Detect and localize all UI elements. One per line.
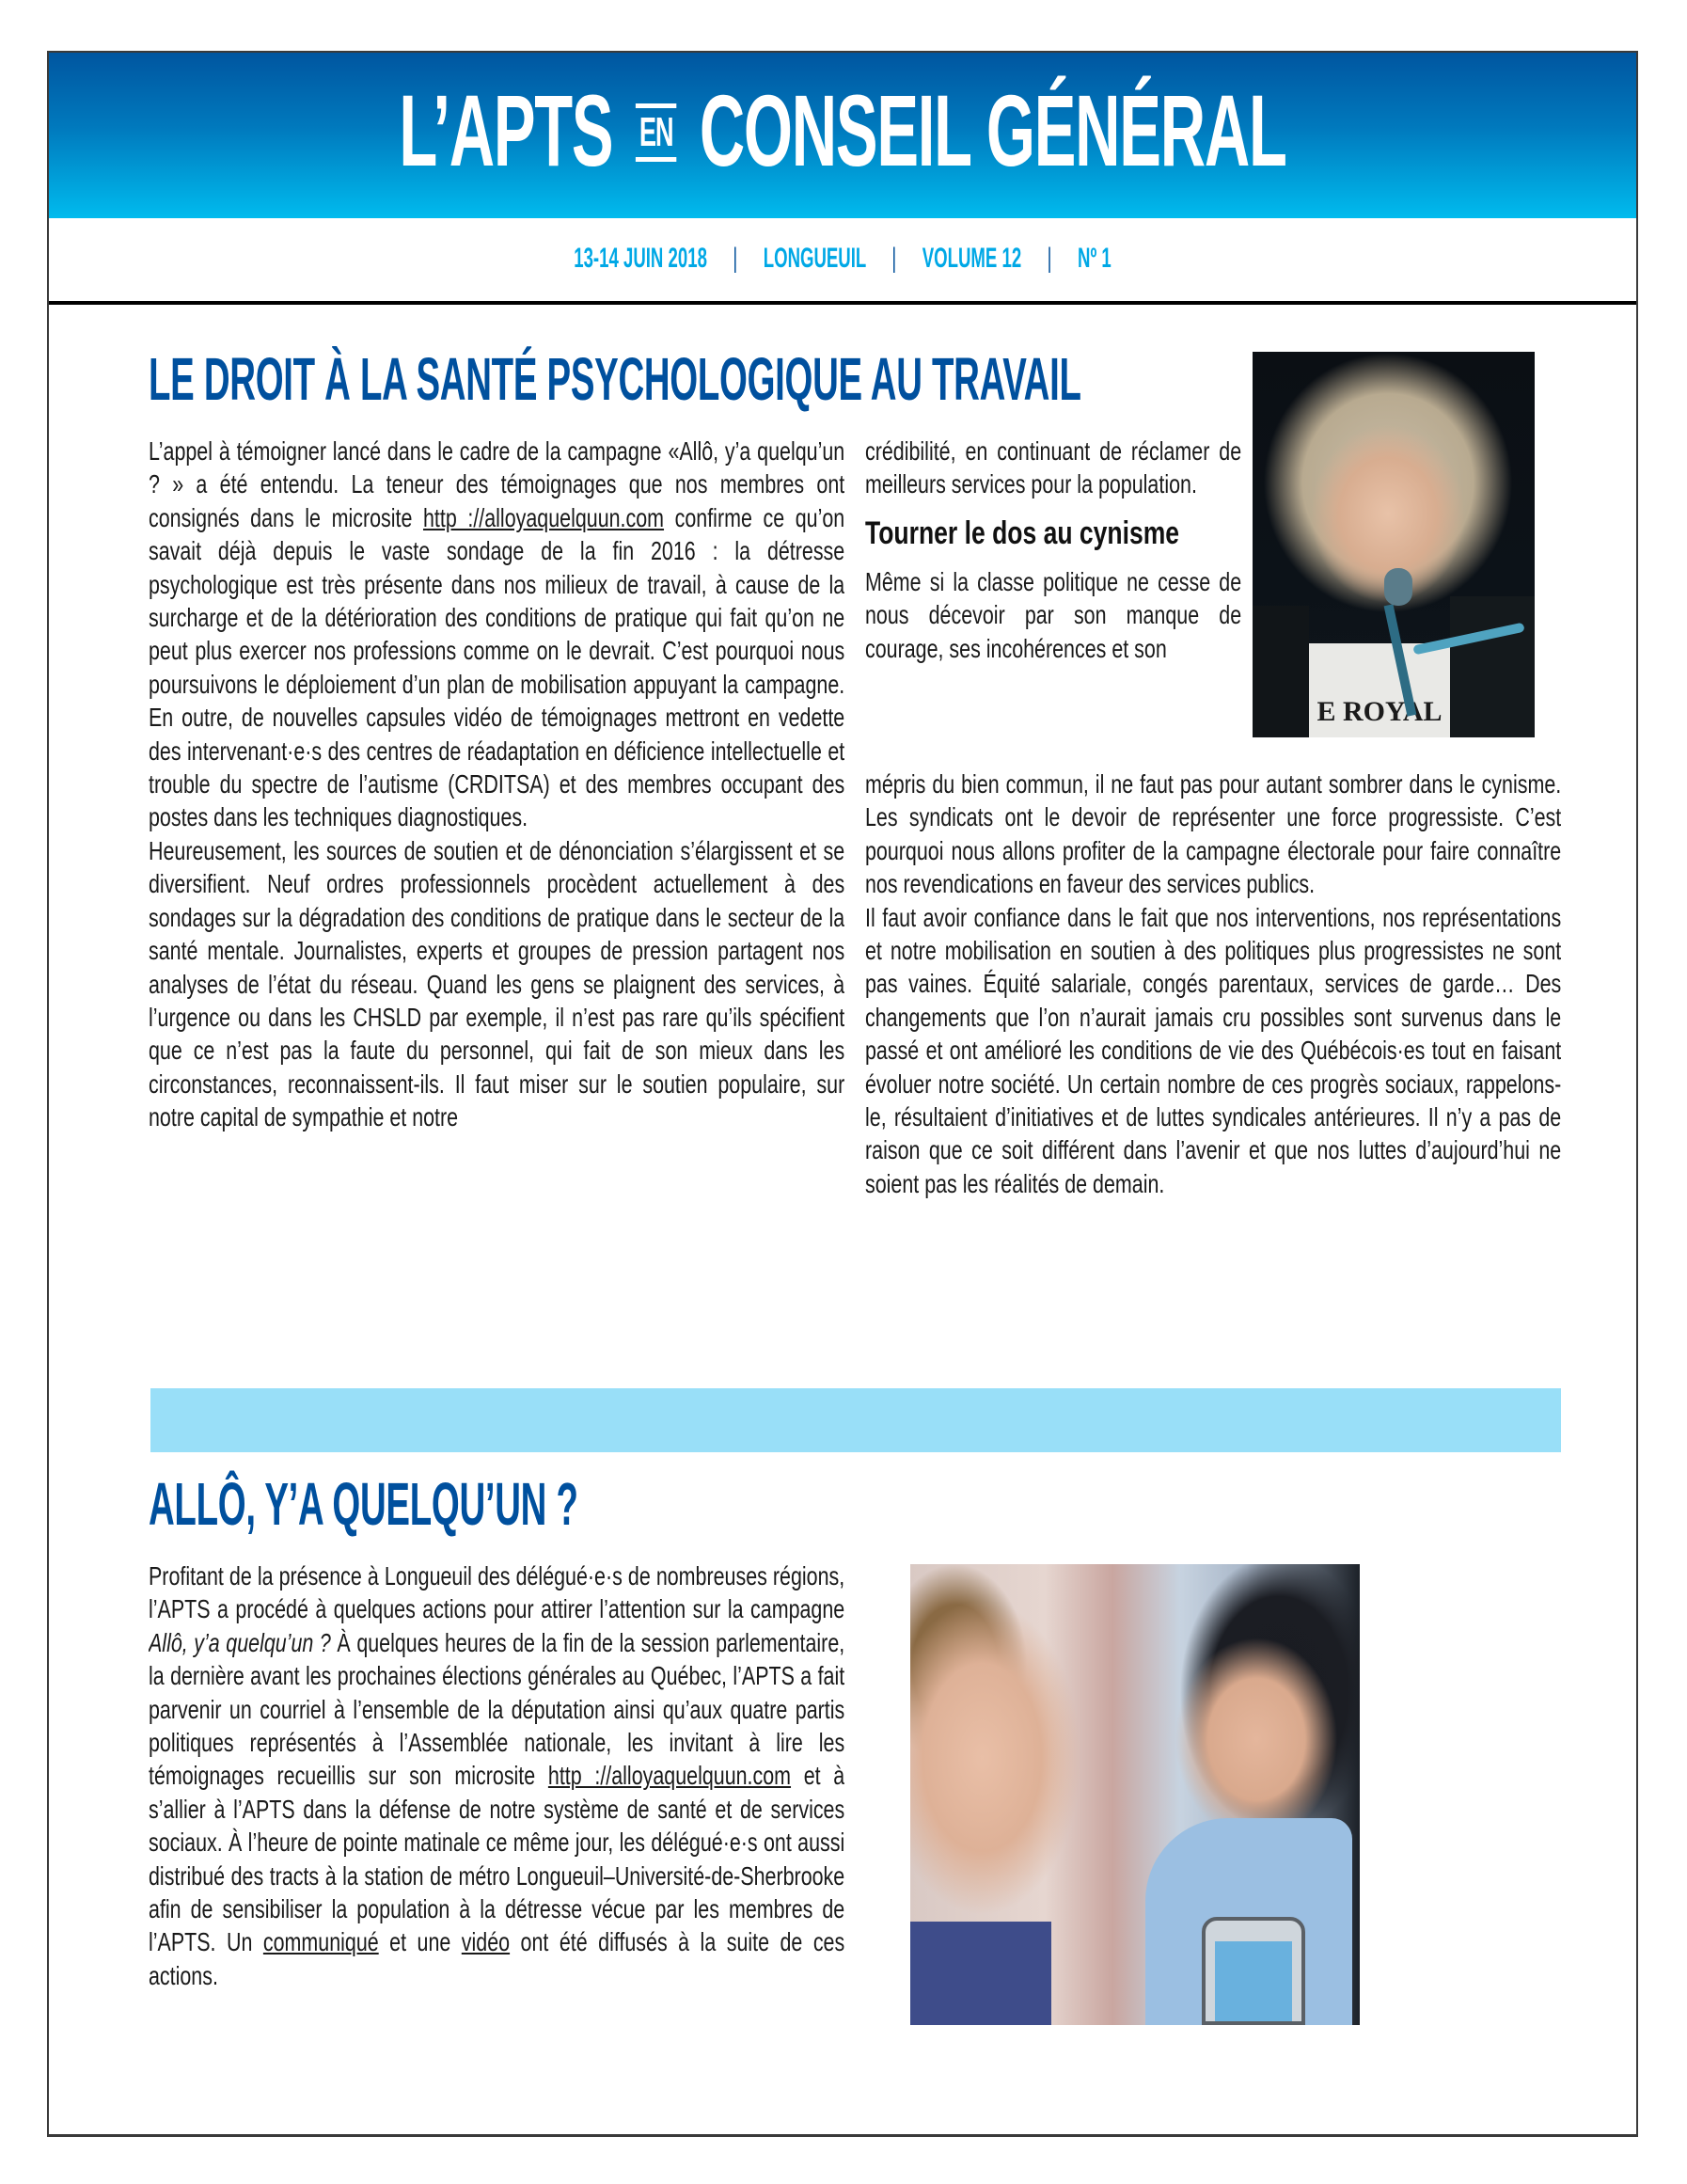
article2-paragraph: Profitant de la présence à Longueuil des délégué·e·s de nombreuses régions, l’APTS a procédé à quelques actions pour attirer l’attention sur la campagne Allô, y’a quelqu’un ? À quelques heures de la fin de la session parlementaire, la dernière avant les prochaines élections générales au Québec, l’APTS a fait parvenir un courriel à l’ensemble de la députation ainsi qu’aux quatre partis politiques représentés à l’Assemblée nationale, les invitant à lire les témoignages recueillis sur son microsite http ://alloyaquelquun.com et à s’allier à l’APTS dans la défense de notre système de santé et de services sociaux. À l’heure de pointe matinale ce même jour, les délégué·e·s ont aussi distribué des tracts à la station de métro Longueuil–Université-de-Sherbrooke afin de sensibiliser la population à la détresse vécue par les membres de l’APTS. Un communiqué et une vidéo ont été diffusés à la suite de ces actions. [149, 1561, 844, 1990]
article1-col2-paragraph-2-narrow: Même si la classe politique ne cesse de nous décevoir par son manque de courage, ses incohérences et son [865, 566, 1241, 663]
video-link[interactable]: vidéo [461, 1927, 511, 1957]
article1-col2-paragraph-2-wide: mépris du bien commun, il ne faut pas pour autant sombrer dans le cynisme. Les syndicats ont le devoir de représenter une force progressiste. C’est pourquoi nous allons profiter de la campagne électorale pour faire connaître nos revendications en faveur des services publics. [865, 769, 1561, 899]
issue-line [351, 243, 1335, 275]
article1-paragraph-2: Heureusement, les sources de soutien et de dénonciation s’élargissent et se diversifient. Neuf ordres professionnels procèdent actuellement à des sondages sur la dégradation des conditions de pratique dans le secteur de la santé mentale. Journalistes, experts et groupes de pression partagent nos analyses de l’état du réseau. Quand les gens se plaignent des services, à l’urgence ou dans les CHSLD par exemple, il n’est pas rare qu’ils spécifient que ce n’est pas la faute du personnel, qui fait de son mieux dans les circonstances, reconnaissent-ils. Il faut miser sur le soutien populaire, sur notre capital de sympathie et notre [149, 835, 844, 1132]
masthead [49, 53, 1636, 218]
newsletter-page [47, 51, 1638, 2137]
separator: | [733, 243, 738, 274]
issue-volume: VOLUME 12 [922, 243, 1022, 274]
masthead-title [351, 73, 1335, 187]
article1-col2-paragraph-3: Il faut avoir confiance dans le fait que nos interventions, nos représentations et notre mobilisation en soutien à des politiques plus progressistes ne sont pas vaines. Équité salariale, congés parentaux, services de garde… Des changements que l’on n’aurait jamais cru possibles sont survenus dans le passé et ont amélioré les conditions de vie des Québécois·es tout en faisant évoluer notre société. Un certain nombre de ces progrès sociaux, rappelons-le, résultaient d’initiatives et de luttes syndicales antérieures. Il n’y a pas de raison que ce soit différent dans l’avenir et que nos luttes d’aujourd’hui ne soient pas les réalités de demain. [865, 902, 1561, 1198]
issue-date: 13-14 JUIN 2018 [574, 243, 707, 274]
separator: | [891, 243, 897, 274]
photo-detail [1450, 596, 1535, 737]
campaign-photo [910, 1564, 1360, 2025]
separator: | [1047, 243, 1052, 274]
article1-paragraph-1: L’appel à témoigner lancé dans le cadre de la campagne «Allô, y’a quelqu’un ? » a été entendu. La teneur des témoignages que nos membres ont consignés dans le microsite http ://alloyaquelquun.com confirme ce qu’on savait déjà depuis le vaste sondage de la fin 2016 : la détresse psychologique est très présente dans nos milieux de travail, à cause de la surcharge et de la détérioration des conditions de pratique qui fait qu’on ne peut plus exercer nos professions comme on le devrait. C’est pourquoi nous poursuivons le déploiement d’un plan de mobilisation appuyant la campagne. En outre, de nouvelles capsules vidéo de témoignages mettront en vedette des intervenant·e·s des centres de réadaptation en déficience intellectuelle et trouble du spectre de l’autisme (CRDITSA) et des membres occupant des postes dans les techniques diagnostiques. [149, 436, 844, 832]
article2-title: ALLÔ, Y’A QUELQU’UN ? [149, 1470, 578, 1538]
section-divider-banner [150, 1388, 1561, 1452]
article2-column [149, 1559, 844, 2086]
article1-title: LE DROIT À LA SANTÉ PSYCHOLOGIQUE AU TRAVAIL [149, 345, 1081, 413]
campaign-name: Allô, y’a quelqu’un ? [149, 1627, 331, 1657]
issue-number: Nº 1 [1078, 243, 1112, 274]
photo-detail [1253, 606, 1309, 737]
issue-info-bar [49, 218, 1636, 301]
leaflet-phone-illustration [1202, 1917, 1305, 2025]
issue-place: LONGUEUIL [763, 243, 866, 274]
photo-detail [1215, 1941, 1292, 2021]
speaker-photo [1253, 352, 1535, 737]
article1-col2-paragraph-1: crédibilité, en continuant de réclamer de meilleurs services pour la population. [865, 436, 1241, 499]
masthead-title-right: CONSEIL GÉNÉRAL [699, 73, 1286, 187]
masthead-title-left: L’APTS [399, 73, 613, 187]
article1-subheading: Tourner le dos au cynisme [865, 514, 1180, 551]
microsite-link[interactable]: http ://alloyaquelquun.com [547, 1761, 792, 1791]
photo-shirt-text: E ROYAL [1316, 696, 1443, 727]
article1-column-2-top [865, 435, 1241, 792]
microsite-link[interactable]: http ://alloyaquelquun.com [422, 502, 665, 532]
article1-column-2-bottom [865, 768, 1561, 1369]
article1-column-1 [149, 435, 844, 1347]
microphone [1384, 568, 1412, 606]
masthead-title-en: EN [636, 103, 676, 162]
header-divider [49, 301, 1636, 305]
photo-detail [910, 1922, 1051, 2025]
communique-link[interactable]: communiqué [262, 1927, 379, 1957]
